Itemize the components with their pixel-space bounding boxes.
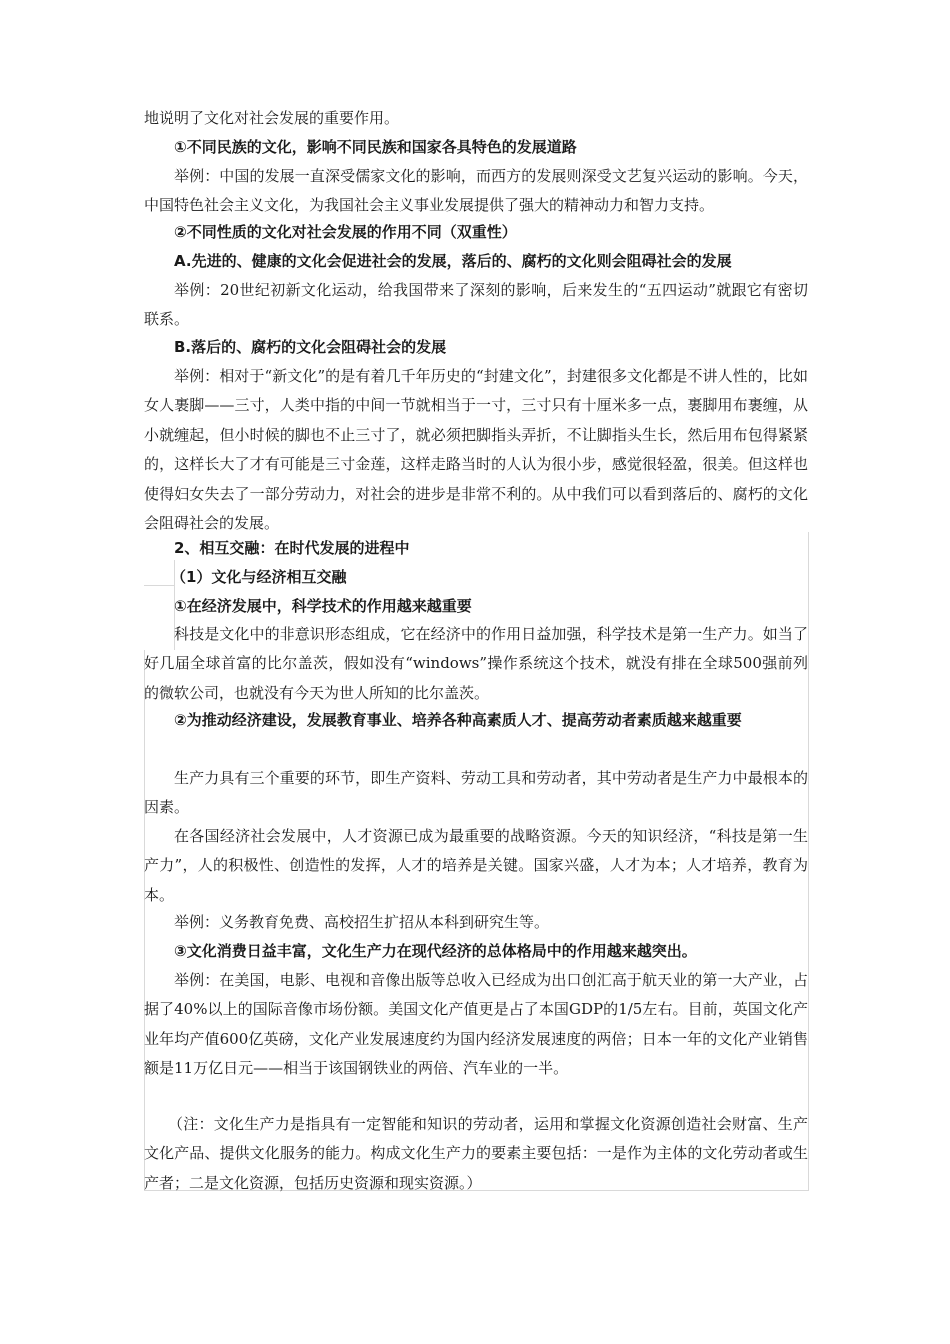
paragraph-example-foot-binding: 举例：相对于“新文化”的是有着几千年历史的“封建文化”，封建很多文化都是不讲人性的，比如女人裹脚——三寸，人类中指的中间一节就相当于一寸，三寸只有十厘米多一点，裹脚用布裹缠，从小就缠起，但小时候的脚也不止三寸了，就必须把脚指头弄折，不让脚指头生长，然后用布包得紧紧的，这样长大了才有可能是三寸金莲，这样走路当时的人认为很小步，感觉很轻盈，很美。但这样也使得妇女失去了一部分劳动力，对社会的进步是非常不利的。从中我们可以看到落后的、腐朽的文化会阻碍社会的发展。 [144, 367, 808, 533]
paragraph-example-cultural-industry: 举例：在美国，电影、电视和音像出版等总收入已经成为出口创汇高于航天业的第一大产业，占据了40%以上的国际音像市场份额。美国文化产值更是占了本国GDP的1/5左右。目前，英国文化产业年均产值600亿英磅，文化产业发展速度约为国内经济发展速度的两倍；日本一年的文化产业销售额是11万亿日元——相当于该国钢铁业的两倍、汽车业的一半。 [144, 971, 808, 1078]
paragraph-example-new-culture: 举例：20世纪初新文化运动，给我国带来了深刻的影响，后来发生的“五四运动”就跟它有密切联系。 [144, 281, 808, 329]
paragraph-example-bill-gates: 科技是文化中的非意识形态组成，它在经济中的作用日益加强，科学技术是第一生产力。如当了好几届全球首富的比尔盖茨，假如没有“windows”操作系统这个技术，就没有排在全球500强前列的微软公司，也就没有今天为世人所知的比尔盖茨。 [144, 625, 808, 702]
paragraph-talent-resources: 在各国经济社会发展中，人才资源已成为最重要的战略资源。今天的知识经济，“科技是第一生产力”，人的积极性、创造性的发挥，人才的培养是关键。国家兴盛，人才为本；人才培养，教育为本。 [144, 827, 808, 904]
heading-culture-economy: （1）文化与经济相互交融 [171, 568, 347, 586]
heading-backward-culture: B.落后的、腐朽的文化会阻碍社会的发展 [174, 338, 447, 356]
heading-diverse-paths: ①不同民族的文化，影响不同民族和国家各具特色的发展道路 [174, 138, 577, 156]
paragraph-1: 地说明了文化对社会发展的重要作用。 [144, 109, 400, 127]
heading-dual-nature: ②不同性质的文化对社会发展的作用不同（双重性） [174, 223, 517, 241]
paragraph-example-education: 举例：义务教育免费、高校招生扩招从本科到研究生等。 [174, 913, 550, 931]
paragraph-note-cultural-productivity: （注：文化生产力是指具有一定智能和知识的劳动者，运用和掌握文化资源创造社会财富、生产文化产品、提供文化服务的能力。构成文化生产力的要素主要包括：一是作为主体的文化劳动者或生产者；二是文化资源，包括历史资源和现实资源。） [144, 1115, 808, 1192]
box-border-right [808, 532, 809, 1190]
heading-advanced-culture: A.先进的、健康的文化会促进社会的发展，落后的、腐朽的文化则会阻碍社会的发展 [174, 252, 732, 270]
paragraph-example-confucian: 举例：中国的发展一直深受儒家文化的影响，而西方的发展则深受文艺复兴运动的影响。今天，中国特色社会主义文化，为我国社会主义事业发展提供了强大的精神动力和智力支持。 [144, 167, 808, 215]
heading-interaction: 2、相互交融：在时代发展的进程中 [174, 539, 410, 557]
heading-cultural-consumption: ③文化消费日益丰富，文化生产力在现代经济的总体格局中的作用越来越突出。 [174, 942, 697, 960]
paragraph-productive-forces: 生产力具有三个重要的环节，即生产资料、劳动工具和劳动者，其中劳动者是生产力中最根本的因素。 [144, 769, 808, 817]
heading-education-talent: ②为推动经济建设，发展教育事业、培养各种高素质人才、提高劳动者素质越来越重要 [174, 711, 742, 729]
heading-science-technology: ①在经济发展中，科学技术的作用越来越重要 [174, 597, 472, 615]
